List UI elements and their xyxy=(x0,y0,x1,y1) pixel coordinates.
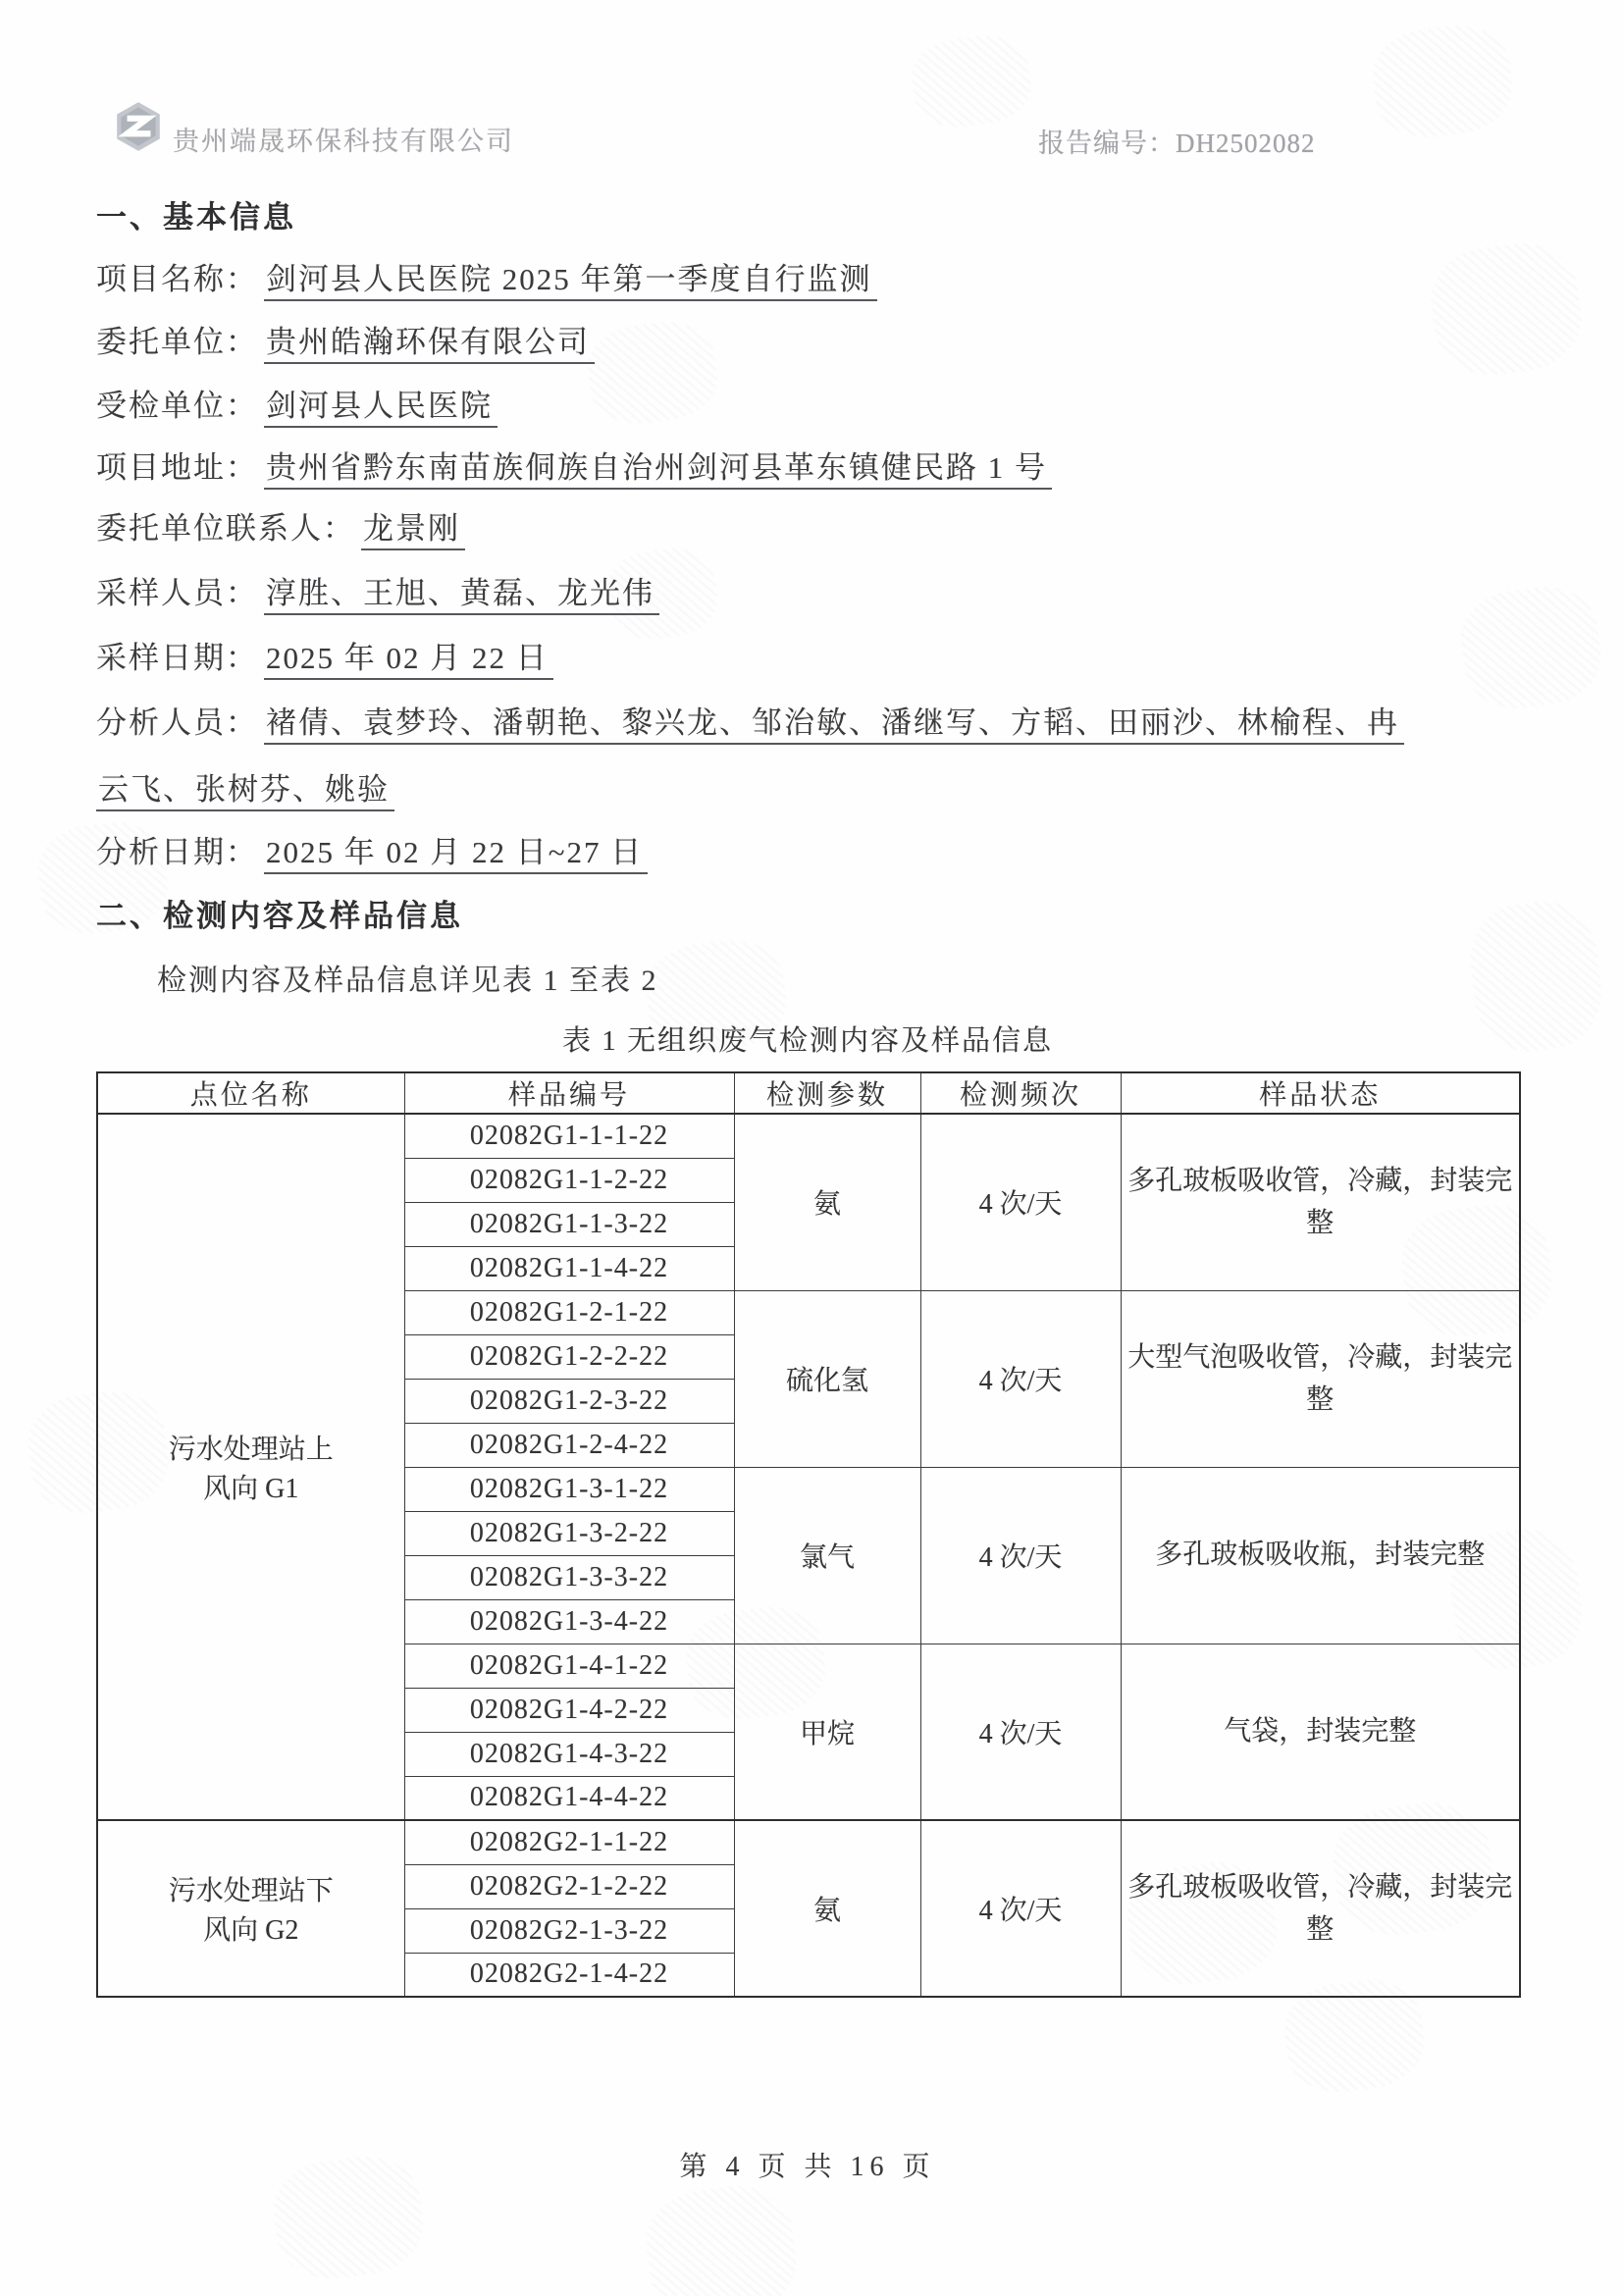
site-name-cell xyxy=(97,1114,404,1820)
report-number-label: 报告编号： xyxy=(1038,129,1176,158)
sample-id-cell: 02082G1-1-4-22 xyxy=(404,1246,734,1290)
parameter-cell: 氨 xyxy=(734,1114,920,1290)
col-header-frequency: 检测频次 xyxy=(920,1072,1121,1114)
field-value: 贵州省黔东南苗族侗族自治州剑河县革东镇健民路 1 号 xyxy=(264,450,1052,490)
sample-id-cell: 02082G1-2-2-22 xyxy=(404,1334,734,1379)
field-label: 委托单位： xyxy=(96,325,258,359)
frequency-cell: 4 次/天 xyxy=(920,1467,1121,1644)
section-title-basic-info: 一、基本信息 xyxy=(96,200,296,235)
sample-id-cell: 02082G1-3-1-22 xyxy=(404,1467,734,1511)
sample-id-cell: 02082G1-2-4-22 xyxy=(404,1423,734,1467)
field-value: 云飞、张树芬、姚验 xyxy=(96,772,394,811)
sample-id-cell: 02082G2-1-3-22 xyxy=(404,1908,734,1953)
site-name-line: 风向 G1 xyxy=(203,1474,299,1504)
field-sampling-date xyxy=(96,640,553,678)
watermark-smudge xyxy=(583,316,721,429)
field-value: 剑河县人民医院 2025 年第一季度自行监测 xyxy=(264,262,877,301)
watermark-smudge xyxy=(1426,236,1588,381)
field-label: 采样日期： xyxy=(96,641,258,675)
sample-id-cell: 02082G1-3-2-22 xyxy=(404,1511,734,1555)
col-header-parameter: 检测参数 xyxy=(734,1072,920,1114)
section-title-sample-info: 二、检测内容及样品信息 xyxy=(96,899,463,933)
field-sampling-staff xyxy=(96,575,659,613)
watermark-smudge xyxy=(908,30,1035,132)
status-cell: 多孔玻板吸收瓶，封装完整 xyxy=(1121,1467,1520,1644)
sample-id-cell: 02082G1-4-4-22 xyxy=(404,1776,734,1820)
sample-id-cell: 02082G1-1-3-22 xyxy=(404,1202,734,1246)
field-value: 2025 年 02 月 22 日 xyxy=(264,641,553,680)
company-logo-icon xyxy=(114,100,163,158)
sample-id-cell: 02082G1-4-2-22 xyxy=(404,1688,734,1732)
parameter-cell: 甲烷 xyxy=(734,1644,920,1820)
field-project-address xyxy=(96,449,1052,488)
field-value: 2025 年 02 月 22 日~27 日 xyxy=(264,835,648,874)
field-label: 分析人员： xyxy=(96,705,258,740)
table-caption: 表 1 无组织废气检测内容及样品信息 xyxy=(561,1025,1053,1057)
field-label: 项目地址： xyxy=(96,450,258,485)
report-number xyxy=(1038,122,1316,160)
sample-id-cell: 02082G1-4-3-22 xyxy=(404,1732,734,1776)
field-value: 淳胜、王旭、黄磊、龙光伟 xyxy=(264,576,659,615)
table-row xyxy=(97,1114,1520,1158)
field-project-name xyxy=(96,261,877,299)
field-inspected-unit xyxy=(96,388,497,426)
sample-id-cell: 02082G1-1-1-22 xyxy=(404,1114,734,1158)
field-label: 分析日期： xyxy=(96,835,258,869)
status-cell: 多孔玻板吸收管，冷藏，封装完整 xyxy=(1121,1820,1520,1997)
watermark-smudge xyxy=(1368,20,1517,143)
table-header-row xyxy=(97,1072,1520,1114)
sample-id-cell: 02082G1-3-4-22 xyxy=(404,1599,734,1644)
parameter-cell: 硫化氢 xyxy=(734,1290,920,1467)
sample-id-cell: 02082G1-2-1-22 xyxy=(404,1290,734,1334)
report-number-value: DH2502082 xyxy=(1176,129,1316,158)
field-label: 采样人员： xyxy=(96,576,258,610)
sample-id-cell: 02082G2-1-1-22 xyxy=(404,1820,734,1864)
field-value: 贵州皓瀚环保有限公司 xyxy=(264,325,595,364)
field-analysis-staff-line1 xyxy=(96,704,1404,743)
sample-info-table xyxy=(96,1071,1521,1998)
parameter-cell: 氨 xyxy=(734,1820,920,1997)
sample-id-cell: 02082G2-1-4-22 xyxy=(404,1953,734,1997)
parameter-cell: 氯气 xyxy=(734,1467,920,1644)
col-header-site: 点位名称 xyxy=(97,1072,404,1114)
table-reference-note: 检测内容及样品信息详见表 1 至表 2 xyxy=(157,965,658,997)
site-name-line: 污水处理站上 xyxy=(168,1435,334,1465)
field-label: 委托单位联系人： xyxy=(96,511,355,546)
sample-id-cell: 02082G2-1-2-22 xyxy=(404,1864,734,1908)
site-name-cell xyxy=(97,1820,404,1997)
page-number: 第 4 页 共 16 页 xyxy=(679,2152,936,2182)
watermark-smudge xyxy=(1455,581,1606,714)
sample-id-cell: 02082G1-4-1-22 xyxy=(404,1644,734,1688)
sample-id-cell: 02082G1-3-3-22 xyxy=(404,1555,734,1599)
field-label: 项目名称： xyxy=(96,262,258,296)
field-analysis-date xyxy=(96,834,648,872)
status-cell: 大型气泡吸收管，冷藏，封装完整 xyxy=(1121,1290,1520,1467)
status-cell: 气袋，封装完整 xyxy=(1121,1644,1520,1820)
watermark-smudge xyxy=(641,2179,803,2296)
site-name-line: 风向 G2 xyxy=(203,1915,299,1946)
sample-id-cell: 02082G1-1-2-22 xyxy=(404,1158,734,1202)
field-client-unit xyxy=(96,324,595,362)
frequency-cell: 4 次/天 xyxy=(920,1114,1121,1290)
field-value: 剑河县人民医院 xyxy=(264,389,497,428)
field-client-contact xyxy=(96,510,465,548)
sample-id-cell: 02082G1-2-3-22 xyxy=(404,1379,734,1423)
col-header-status: 样品状态 xyxy=(1121,1072,1520,1114)
frequency-cell: 4 次/天 xyxy=(920,1290,1121,1467)
field-label: 受检单位： xyxy=(96,389,258,423)
field-value: 褚倩、袁梦玲、潘朝艳、黎兴龙、邹治敏、潘继写、方韬、田丽沙、林榆程、冉 xyxy=(264,705,1404,745)
frequency-cell: 4 次/天 xyxy=(920,1644,1121,1820)
table-row xyxy=(97,1820,1520,1864)
frequency-cell: 4 次/天 xyxy=(920,1820,1121,1997)
company-name: 贵州端晟环保科技有限公司 xyxy=(173,127,514,156)
field-analysis-staff-line2 xyxy=(96,771,394,809)
status-cell: 多孔玻板吸收管，冷藏，封装完整 xyxy=(1121,1114,1520,1290)
field-value: 龙景刚 xyxy=(361,511,465,550)
site-name-line: 污水处理站下 xyxy=(168,1876,334,1906)
col-header-sample-id: 样品编号 xyxy=(404,1072,734,1114)
